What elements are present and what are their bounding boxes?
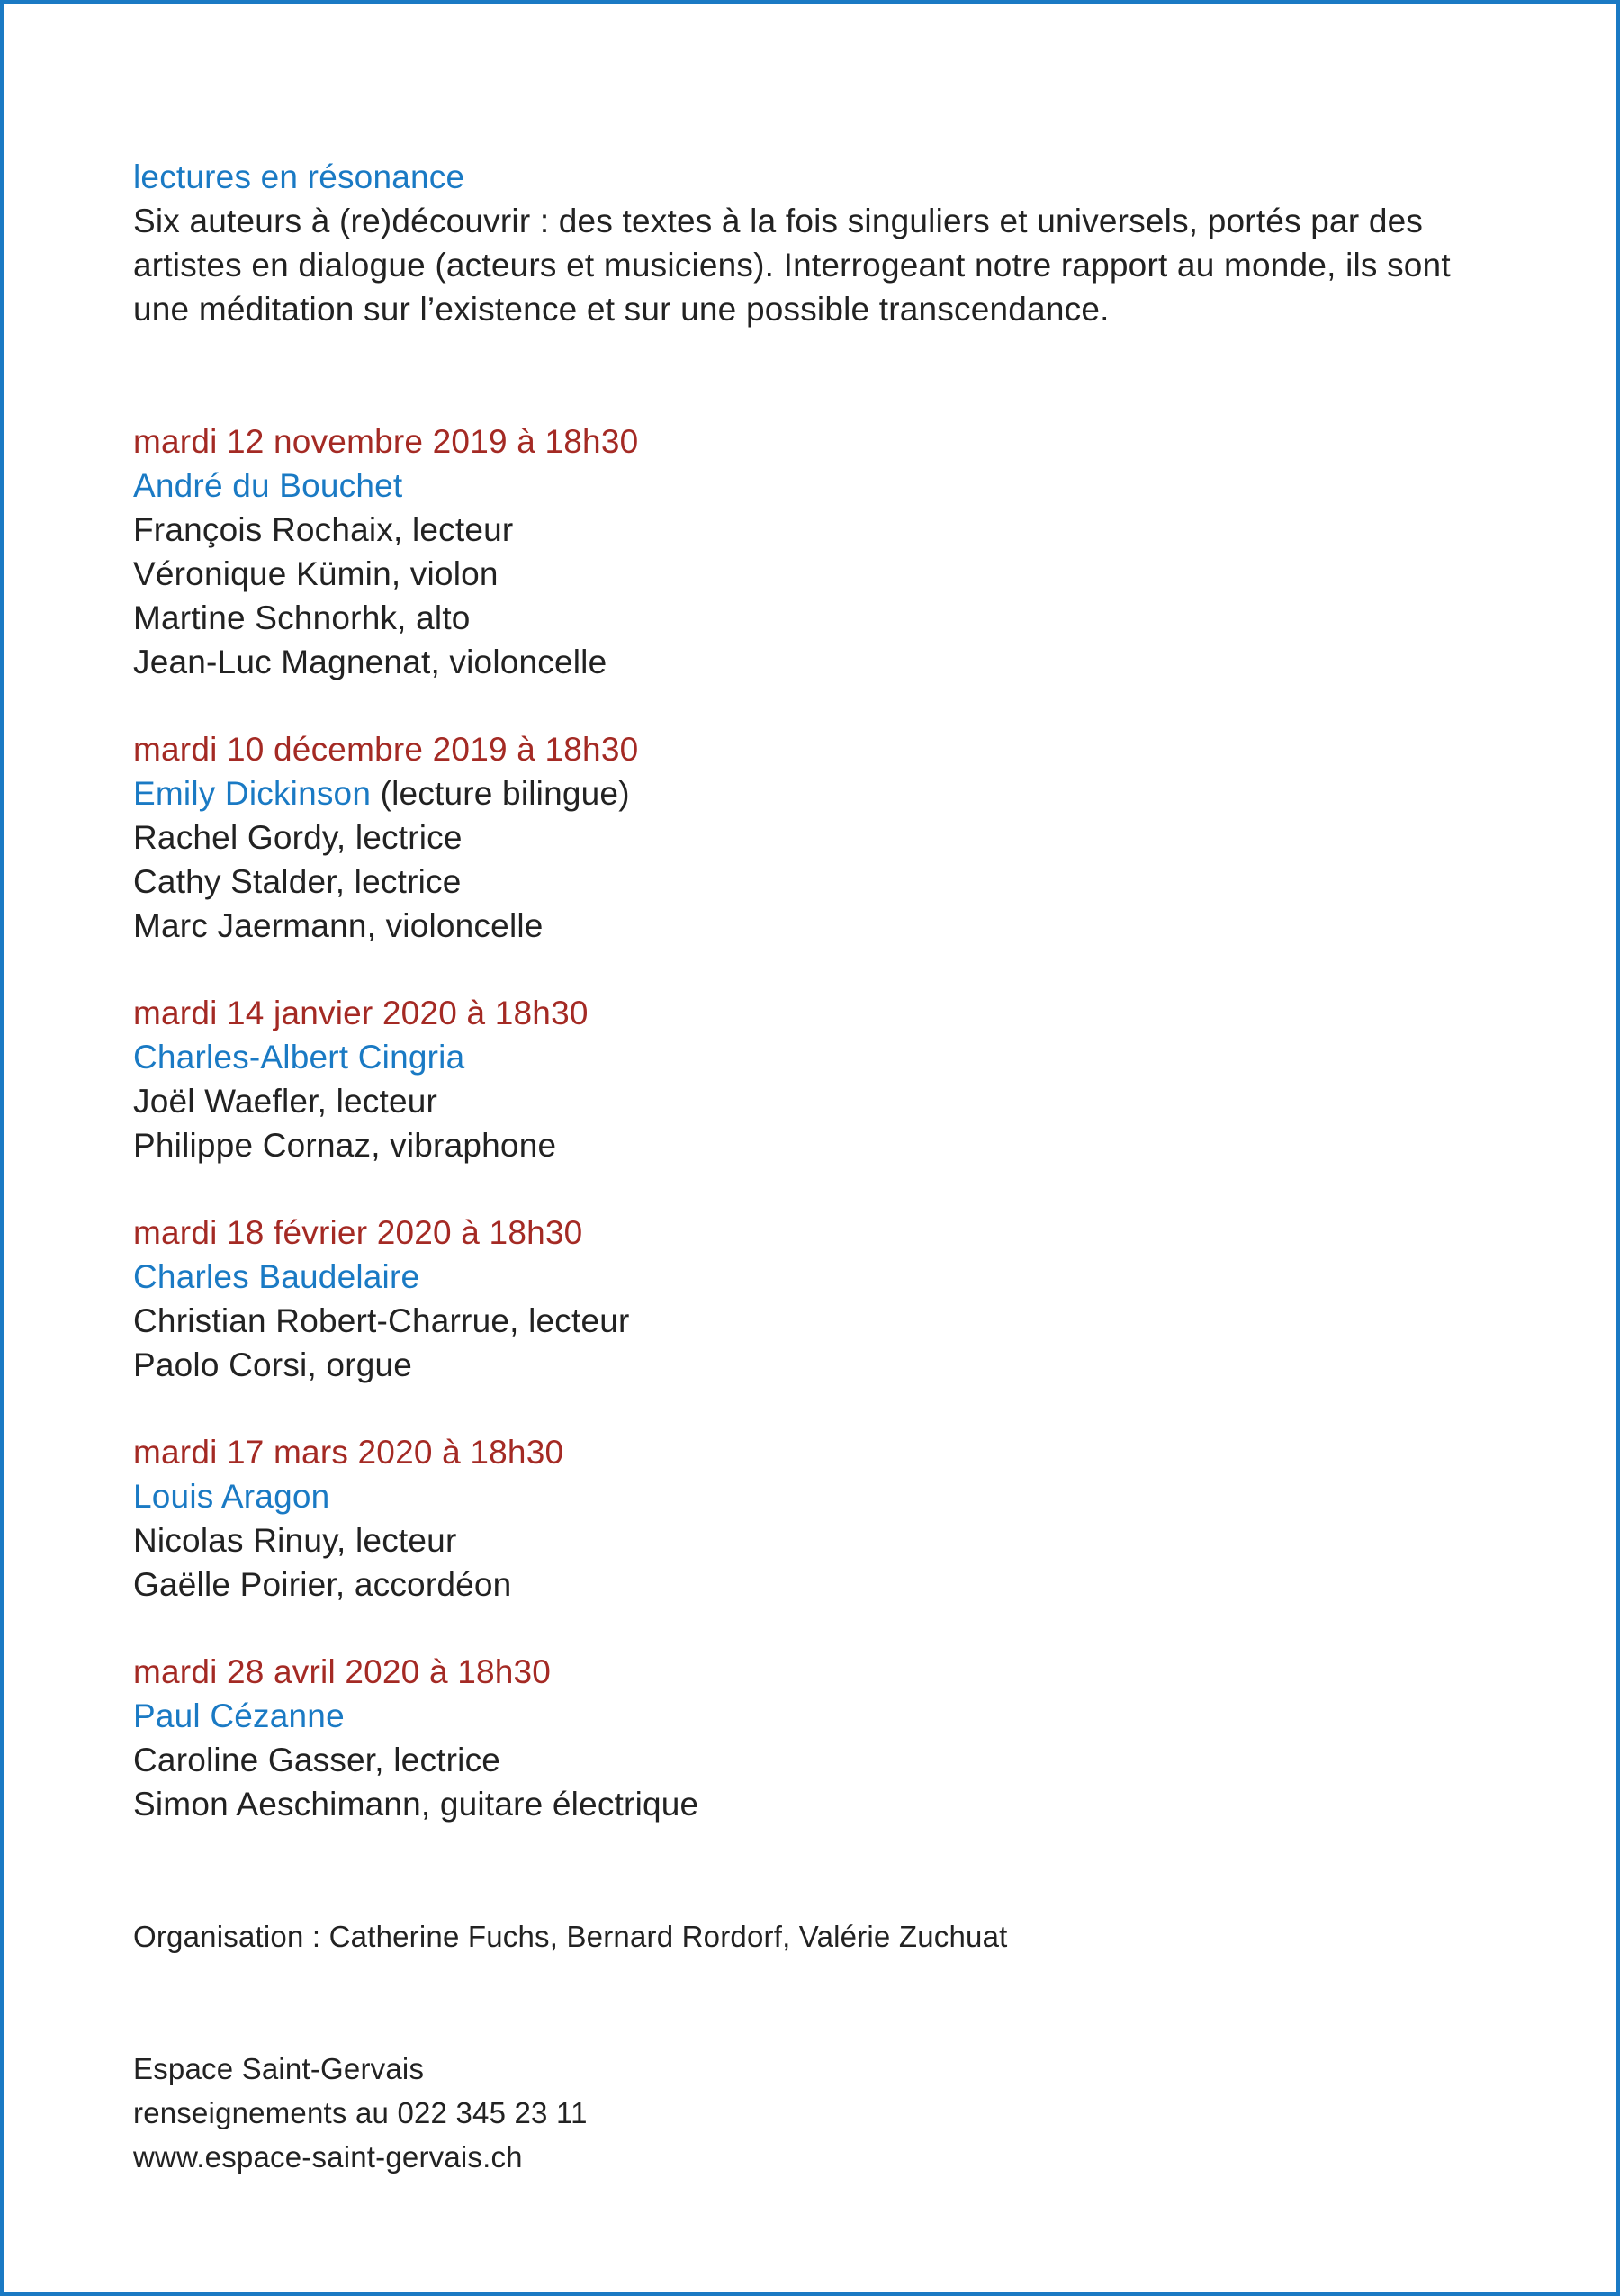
document-body [133,155,1537,2179]
event-performer: Christian Robert-Charrue, lecteur [133,1302,630,1339]
organisation-credits: Organisation : Catherine Fuchs, Bernard Rordorf, Valérie Zuchuat [133,1920,1008,1953]
event-item [133,727,1537,948]
intro-line: Six auteurs à (re)découvrir : des textes à la fois singuliers et universels, portés par des [133,203,1424,239]
event-item [133,1430,1537,1607]
event-item [133,419,1537,684]
event-author-line [133,1035,1537,1079]
event-date: mardi 17 mars 2020 à 18h30 [133,1434,564,1471]
event-author: Paul Cézanne [133,1697,345,1734]
event-author: Emily Dickinson [133,775,372,812]
event-author-line [133,1474,1537,1518]
event-author-line [133,1694,1537,1738]
event-performer: Simon Aeschimann, guitare électrique [133,1786,699,1823]
event-item [133,1650,1537,1826]
event-performer: Caroline Gasser, lectrice [133,1742,501,1778]
event-performer: Jean-Luc Magnenat, violoncelle [133,644,608,680]
event-date: mardi 28 avril 2020 à 18h30 [133,1653,552,1690]
event-performer: Joël Waefler, lecteur [133,1083,438,1120]
event-author: Charles Baudelaire [133,1258,420,1295]
event-author: André du Bouchet [133,467,403,504]
contact-section [133,2047,1537,2179]
event-author: Louis Aragon [133,1478,330,1515]
event-author-line [133,771,1537,815]
series-title: lectures en résonance [133,158,465,195]
event-performer: Philippe Cornaz, vibraphone [133,1127,557,1164]
events-list [133,419,1537,1826]
event-performer: Rachel Gordy, lectrice [133,819,463,856]
event-performer: Marc Jaermann, violoncelle [133,907,544,944]
event-item [133,1211,1537,1387]
event-performer: Véronique Kümin, violon [133,555,499,592]
event-date: mardi 14 janvier 2020 à 18h30 [133,995,589,1031]
event-date: mardi 18 février 2020 à 18h30 [133,1214,583,1251]
event-author-line [133,464,1537,508]
event-performer: Cathy Stalder, lectrice [133,863,462,900]
event-date: mardi 10 décembre 2019 à 18h30 [133,731,639,768]
intro-section [133,155,1537,331]
event-author-line [133,1255,1537,1299]
event-performer: François Rochaix, lecteur [133,511,514,548]
event-performer: Gaëlle Poirier, accordéon [133,1566,512,1603]
event-date: mardi 12 novembre 2019 à 18h30 [133,423,639,460]
venue-name: Espace Saint-Gervais [133,2052,425,2085]
event-performer: Martine Schnorhk, alto [133,599,471,636]
event-note: (lecture bilingue) [371,775,630,812]
event-item [133,991,1537,1167]
event-performer: Paolo Corsi, orgue [133,1346,413,1383]
event-performer: Nicolas Rinuy, lecteur [133,1522,457,1559]
intro-line: artistes en dialogue (acteurs et musiciens). Interrogeant notre rapport au monde, ils sont [133,247,1451,284]
intro-line: une méditation sur l’existence et sur une possible transcendance. [133,291,1110,328]
event-author: Charles-Albert Cingria [133,1039,465,1076]
phone-info: renseignements au 022 345 23 11 [133,2096,588,2129]
website-link[interactable]: www.espace-saint-gervais.ch [133,2140,523,2174]
